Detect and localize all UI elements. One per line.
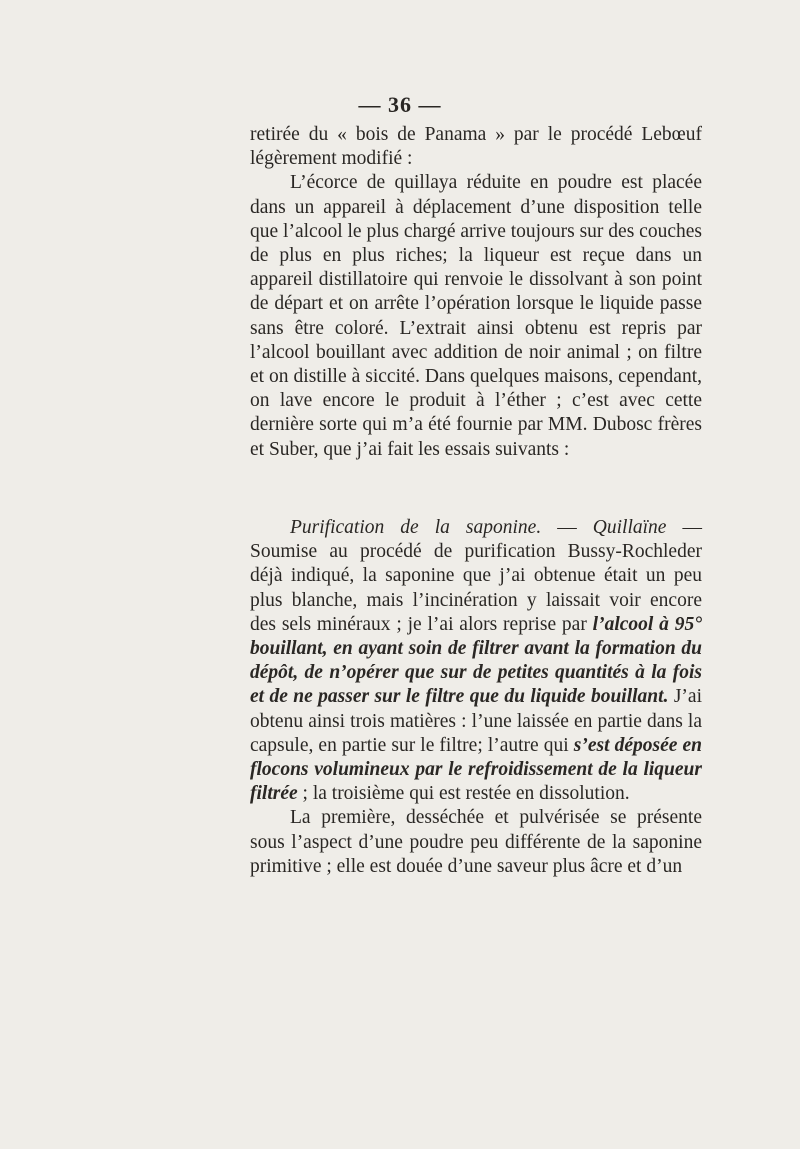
- page-number: — 36 —: [358, 92, 442, 117]
- heading-dash-2: —: [666, 517, 703, 538]
- section-subheading: Quillaïne: [592, 517, 667, 538]
- purification-emphasis-1: l’alcool à 95° bouillant, en ayant soin de filtrer avant la formation du dépôt, de n’opérer que sur de petites quantités à la fois et de ne passer sur le filtre que du liquide bouillant.: [250, 613, 703, 708]
- section-heading: Purification de la saponine.: [290, 517, 542, 538]
- text-block-top: [250, 123, 702, 462]
- paragraph-first-matter: La première, desséchée et pulvérisée se présente sous l’aspect d’une poudre peu différente de la saponine primitive ; elle est douée d’une saveur plus âcre et d’un: [250, 807, 702, 877]
- paragraph-purification: [250, 516, 702, 806]
- paragraph-continuation: retirée du « bois de Panama » par le procédé Lebœuf légèrement modifié :: [250, 124, 702, 170]
- paragraph-extraction-method: L’écorce de quillaya réduite en poudre est placée dans un appareil à déplacement d’une disposition telle que l’alcool le plus chargé arrive toujours sur des couches de plus en plus riches; la liqueur est reçue dans un appareil distillatoire qui renvoie le dissolvant à son point de départ et on arrête l’opération lorsque le liquide passe sans être coloré. L’extrait ainsi obtenu est repris par l’alcool bouillant avec addition de noir animal ; on filtre et on distille à siccité. Dans quelques maisons, cependant, on lave encore le produit à l’éther ; c’est avec cette dernière sorte qui m’a été fournie par MM. Dubosc frères et Suber, que j’ai fait les essais suivants :: [250, 172, 702, 460]
- purification-text-3: ; la troisième qui est restée en dissolution.: [297, 783, 630, 805]
- text-block-bottom: [250, 516, 702, 879]
- purification-text-2: J’ai obtenu ainsi trois matières : l’une laissée en partie dans la capsule, en partie sur le filtre; l’autre qui: [250, 686, 702, 756]
- purification-text-1: Soumise au procédé de purification Bussy-Rochleder déjà indiqué, la saponine que j’ai obtenue était un peu plus blanche, mais l’incinération y laissait voir encore des sels minéraux ; je l’ai alors reprise par: [250, 541, 702, 635]
- heading-dash-1: —: [541, 517, 593, 538]
- purification-emphasis-2: s’est déposée en flocons volumineux par le refroidissement de la liqueur filtrée: [250, 734, 702, 805]
